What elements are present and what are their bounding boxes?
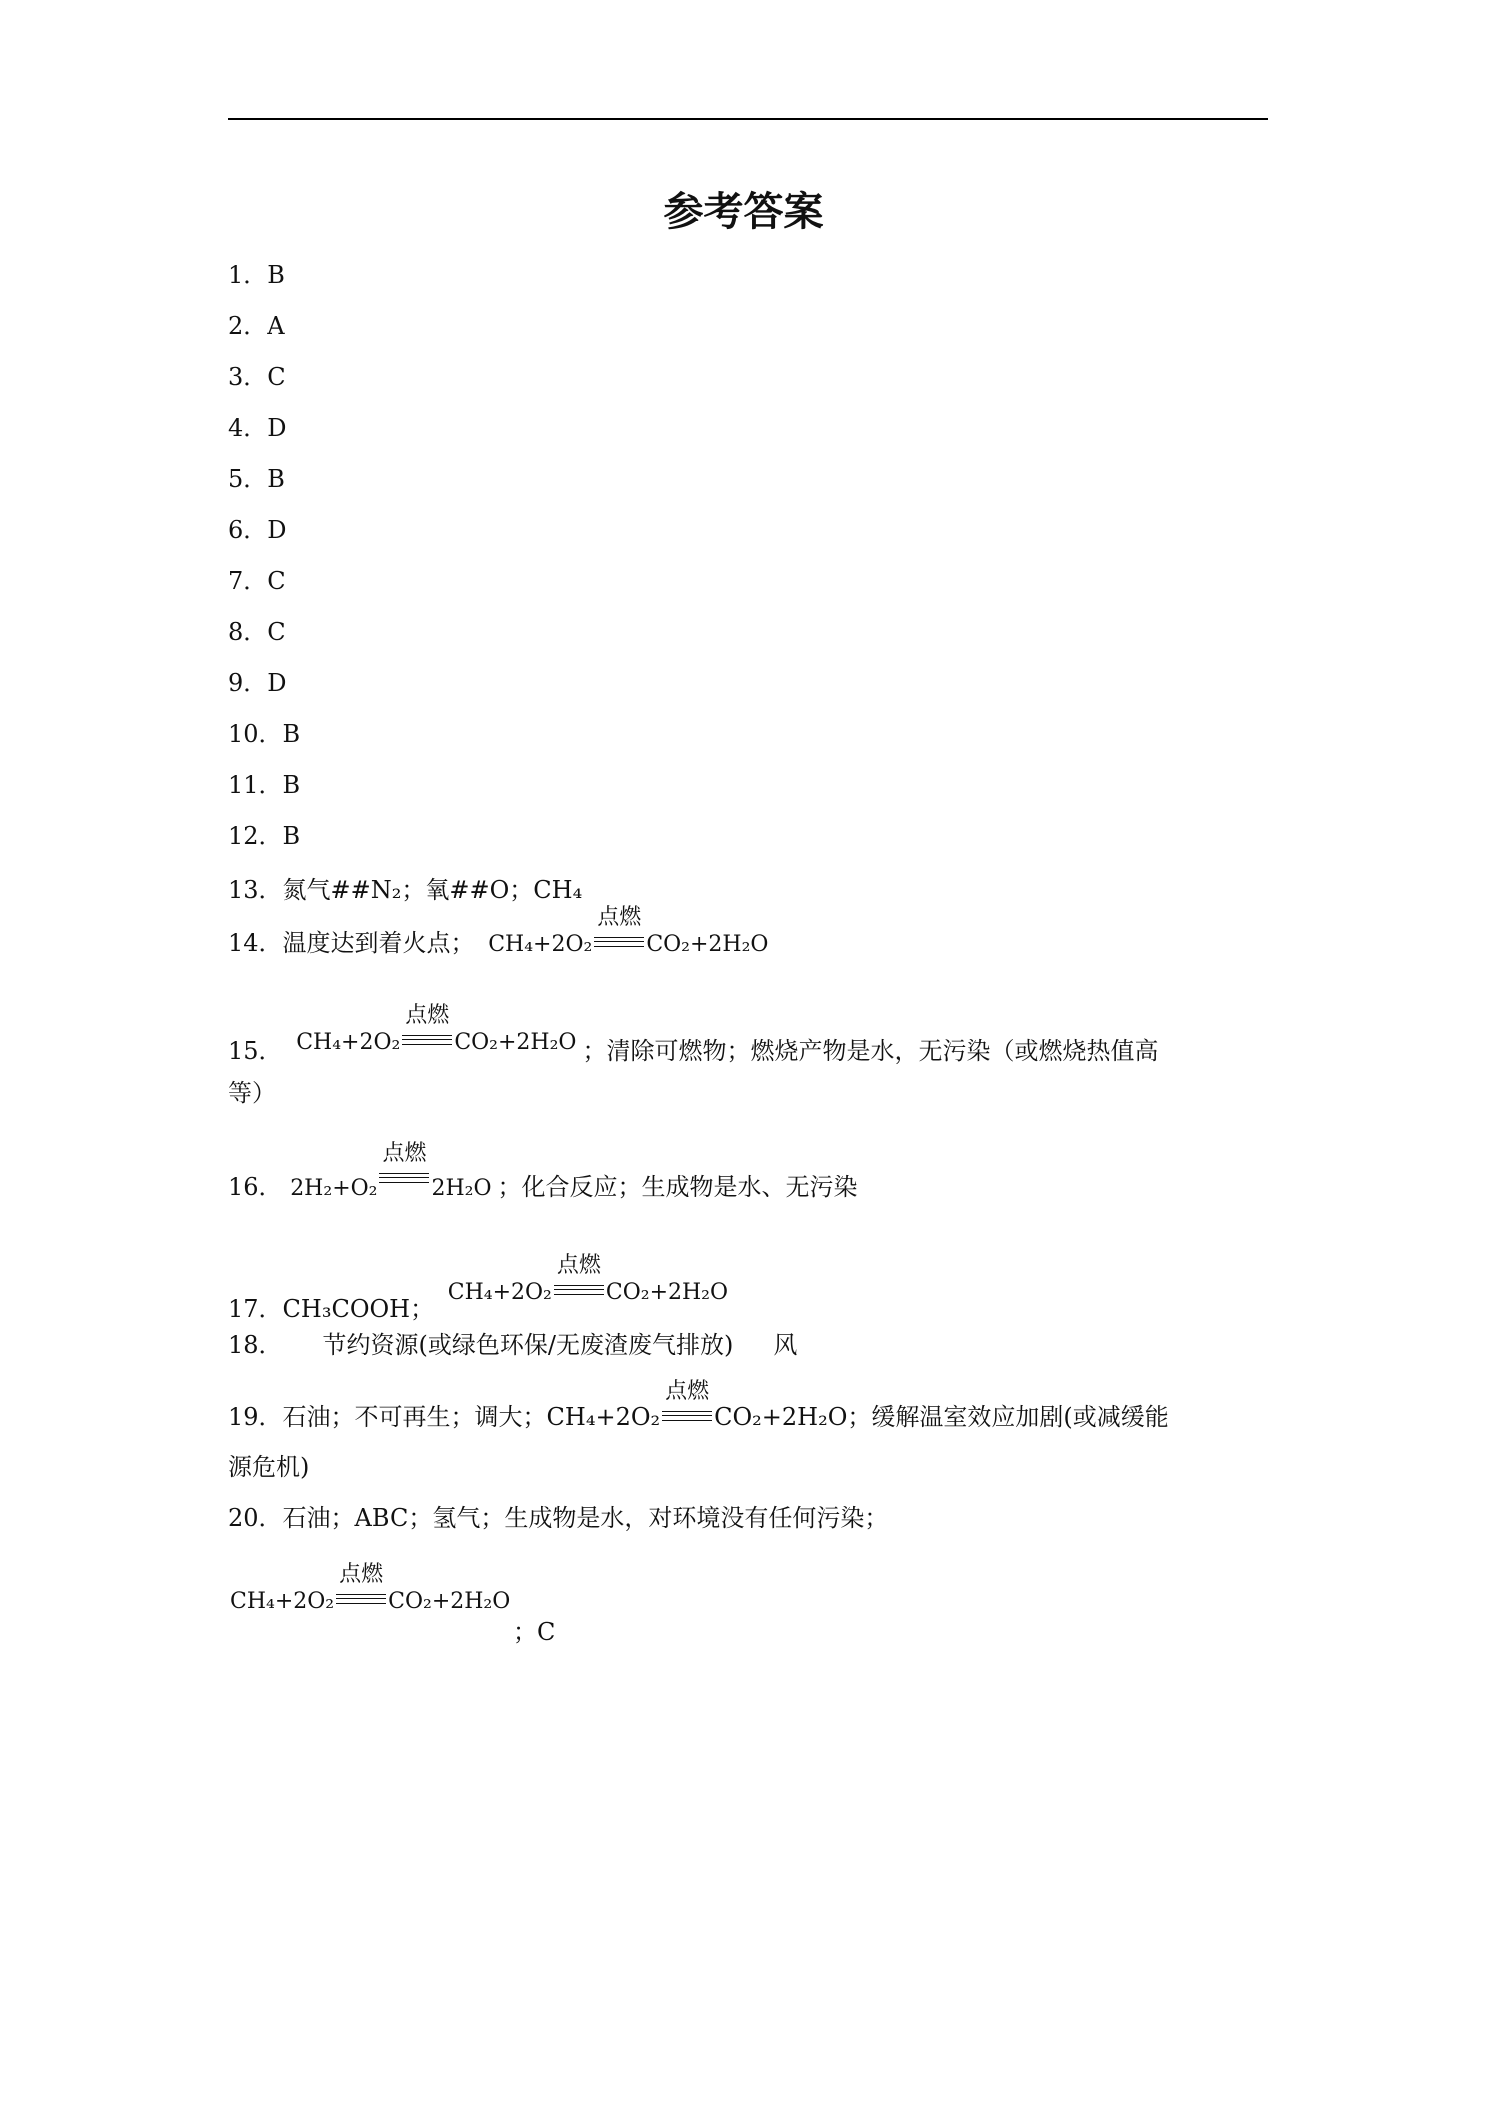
chemical-equation [488,905,769,962]
chemical-equation [230,1562,511,1619]
answer-15 [228,1003,1159,1068]
answer-17 [228,1253,734,1326]
answer-16 [228,1141,858,1206]
answer-text: ；清除可燃物；燃烧产物是水，无污染（或燃烧热值高 [582,1037,1159,1065]
equation-products: CO₂+2H₂O [646,932,769,957]
answer-8 [228,615,286,649]
answer-number: 7． [228,567,268,595]
answer-text: ；缓解温室效应加剧(或减缓能 [847,1403,1169,1431]
chemical-equation [546,1379,848,1434]
answer-number: 15． [228,1037,283,1065]
equation-condition: 点燃 [597,905,642,930]
answer-choice: D [267,516,287,544]
answer-text: ；化合反应；生成物是水、无污染 [497,1173,858,1201]
equation-arrow [554,1253,604,1297]
answer-20-continued: ；C [513,1618,556,1646]
chemical-equation [290,1141,492,1206]
answer-10 [228,717,300,751]
answer-20-equation [228,1562,516,1619]
answer-choice: B [267,465,285,493]
answer-number: 11． [228,771,283,799]
equation-arrow [594,905,644,949]
equation-arrow [379,1141,429,1185]
answer-choice: B [282,822,301,850]
answer-choice: C [267,618,286,646]
answer-number: 5． [228,465,268,493]
answer-choice: B [267,261,285,289]
equation-arrow [402,1003,452,1047]
answer-7 [228,564,286,598]
answer-1 [228,258,285,292]
equation-reactants: CH₄+2O₂ [447,1280,552,1305]
equation-products: CO₂+2H₂O [388,1589,511,1614]
answer-number: 16． [228,1173,283,1201]
header-rule [228,118,1268,120]
answer-choice: D [267,414,287,442]
equation-condition: 点燃 [382,1141,427,1166]
equation-products: 2H₂O [431,1176,492,1201]
answer-choice: B [282,771,301,799]
equation-products: CO₂+2H₂O [714,1403,848,1431]
answer-number: 19． [228,1403,283,1431]
answer-6 [228,513,287,547]
equation-condition: 点燃 [556,1253,601,1278]
answer-20 [228,1501,888,1535]
answer-choice: D [267,669,287,697]
answer-13 [228,873,582,907]
answer-number: 17． [228,1295,283,1323]
answer-choice: A [267,312,285,340]
chemical-equation [296,1003,577,1060]
answer-number: 4． [228,414,268,442]
equation-condition: 点燃 [339,1562,384,1587]
answer-text: 石油；ABC；氢气；生成物是水，对环境没有任何污染； [282,1504,889,1532]
answer-19-continued: 源危机) [228,1453,310,1481]
answer-number: 13． [228,876,283,904]
answer-text: 石油；不可再生；调大； [282,1403,547,1431]
answer-number: 12． [228,822,283,850]
answer-text: 节约资源(或绿色环保/无废渣废气排放) [322,1331,734,1359]
page-title: 参考答案 [663,189,824,235]
answer-text: 温度达到着火点； [282,929,475,957]
answer-18 [228,1328,797,1362]
equation-reactants: CH₄+2O₂ [546,1403,661,1431]
equation-products: CO₂+2H₂O [605,1280,729,1305]
answer-choice: C [267,567,286,595]
answer-number: 1． [228,261,268,289]
answer-4 [228,411,287,445]
answer-choice: C [267,363,286,391]
equation-arrow [336,1562,386,1606]
equation-reactants: CH₄+2O₂ [296,1030,401,1055]
answer-14 [228,905,774,962]
equation-products: CO₂+2H₂O [454,1030,577,1055]
answer-number: 20． [228,1504,283,1532]
equation-condition: 点燃 [405,1003,450,1028]
answer-9 [228,666,287,700]
answer-number: 3． [228,363,268,391]
equation-reactants: 2H₂+O₂ [290,1176,378,1201]
answer-number: 18． [228,1331,283,1359]
answer-text: 风 [773,1331,798,1359]
chemical-equation [447,1253,729,1310]
answer-12 [228,819,300,853]
answer-text: 氮气##N₂；氧##O；CH₄ [282,876,583,904]
answer-2 [228,309,285,343]
answer-number: 9． [228,669,268,697]
answer-choice: B [282,720,301,748]
answer-number: 2． [228,312,268,340]
answer-19 [228,1379,1169,1434]
answer-text: CH₃COOH； [282,1295,435,1323]
answer-15-continued: 等） [228,1079,276,1107]
answer-number: 8． [228,618,268,646]
equation-reactants: CH₄+2O₂ [230,1589,335,1614]
answer-3 [228,360,286,394]
answer-number: 14． [228,929,283,957]
answer-number: 6． [228,516,268,544]
equation-arrow [662,1379,712,1423]
equation-reactants: CH₄+2O₂ [488,932,593,957]
answer-5 [228,462,285,496]
answer-number: 10． [228,720,283,748]
equation-condition: 点燃 [665,1379,710,1404]
answer-11 [228,768,300,802]
